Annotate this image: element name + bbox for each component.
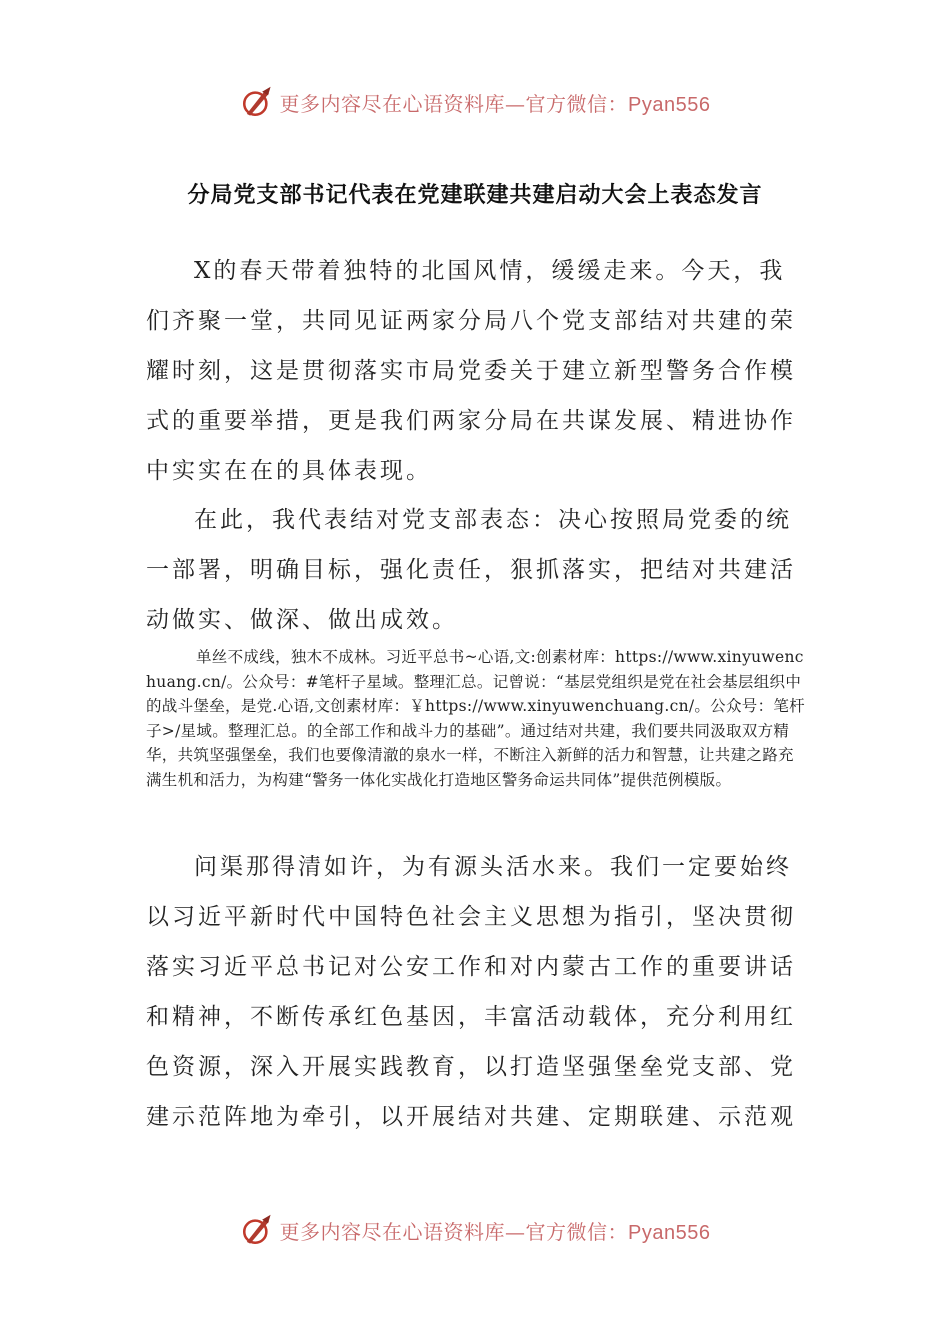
banner-caption: 更多内容尽在心语资料库—官方微信： bbox=[279, 91, 629, 116]
paragraph-1: X的春天带着独特的北国风情，缓缓走来。今天，我们齐聚一堂，共同见证两家分局八个党支部结对共建的荣耀时刻，这是贯彻落实市局党委关于建立新型警务合作模式的重要举措，更是我们两家分局在共谋发展、精进协作中实实在在的具体表现。 bbox=[146, 258, 796, 484]
header-banner bbox=[0, 82, 950, 122]
banner-text bbox=[280, 1216, 711, 1245]
paragraph-4: 问渠那得清如许，为有源头活水来。我们一定要始终以习近平新时代中国特色社会主义思想为指引，坚决贯彻落实习近平总书记对公安工作和对内蒙古工作的重要讲话和精神，不断传承红色基因，丰富活动载体，充分利用红色资源，深入开展实践教育，以打造坚强堡垒党支部、党建示范阵地为牵引，以开展结对共建、定期联建、示范观 bbox=[146, 854, 796, 1130]
banner-caption: 更多内容尽在心语资料库—官方微信： bbox=[279, 1219, 629, 1244]
footer-banner bbox=[0, 1210, 950, 1250]
paragraph-3: 单丝不成线，独木不成林。习近平总书~心语,文:创素材库：https://www.xinyuwenchuang.cn/。公众号：#笔杆子星域。整理汇总。记曾说：“基层党组织是党在社会基层组织中的战斗堡垒，是党.心语,文创素材库：￥https://www.xinyuwenchuang.cn/。公众号：笔杆子>/星域。整理汇总。的全部工作和战斗力的基础”。通过结对共建，我们要共同汲取双方精华，共筑坚强堡垒，我们也要像清澈的泉水一样，不断注入新鲜的活力和智慧，让共建之路充满生机和活力，为构建“警务一体化实战化打造地区警务命运共同体”提供范例模版。 bbox=[146, 648, 805, 789]
wechat-id: Pyan556 bbox=[628, 93, 711, 116]
banner-text bbox=[280, 88, 711, 117]
paragraph-2: 在此，我代表结对党支部表态：决心按照局党委的统一部署，明确目标，强化责任，狠抓落实，把结对共建活动做实、做深、做出成效。 bbox=[146, 507, 796, 633]
wechat-id: Pyan556 bbox=[628, 1221, 711, 1244]
document-title: 分局党支部书记代表在党建联建共建启动大会上表态发言 bbox=[187, 183, 763, 208]
quill-pen-logo-icon bbox=[240, 1213, 274, 1247]
quill-pen-logo-icon bbox=[240, 85, 274, 119]
